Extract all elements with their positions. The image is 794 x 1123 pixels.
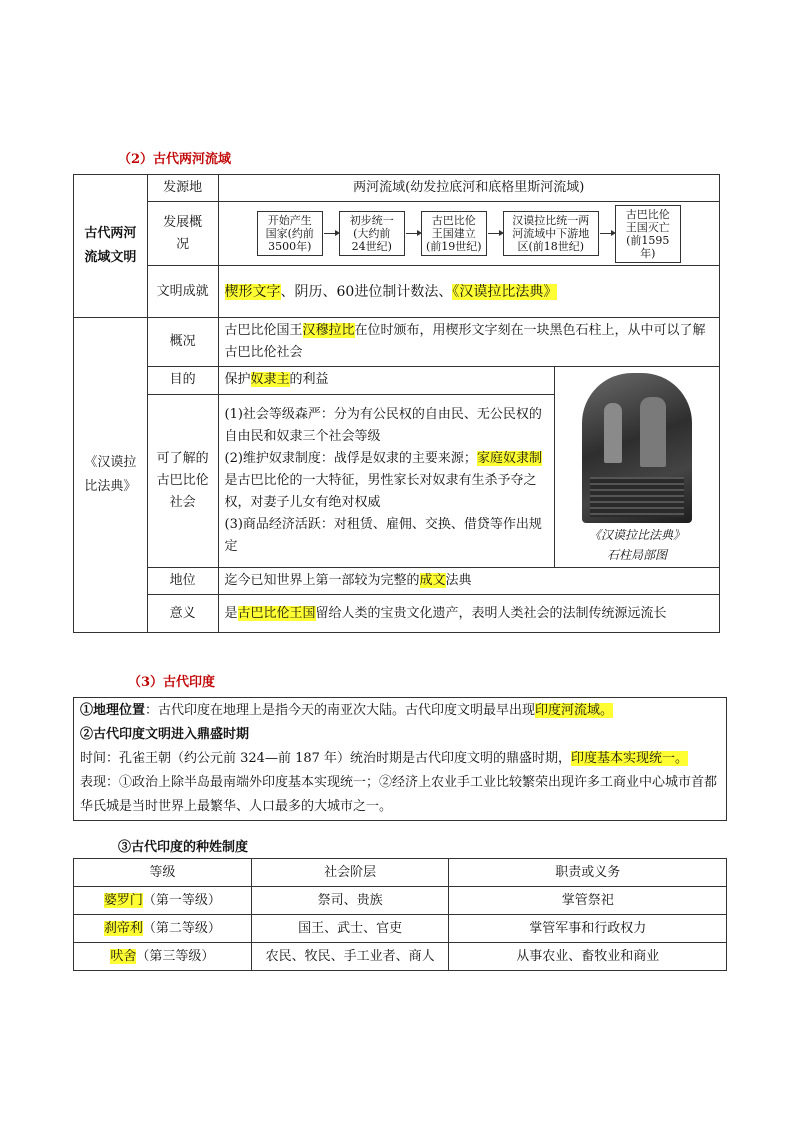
caste-duty: 掌管祭祀: [449, 887, 727, 915]
flow-arrow-icon: [406, 233, 420, 234]
caste-table: [73, 858, 727, 971]
caste-rank: 吠舍（第三等级）: [74, 943, 252, 971]
achv-label: 文明成就: [147, 266, 218, 318]
purpose-label: 目的: [147, 367, 218, 395]
geo-line: ①地理位置：古代印度在地理上是指今天的南亚次大陆。古代印度文明最早出现印度河流域。: [80, 703, 614, 718]
meaning-value: 是古巴比伦王国留给人类的宝贵文化遗产，表明人类社会的法制传统源远流长: [218, 595, 719, 633]
peak-heading: ②古代印度文明进入鼎盛时期: [80, 727, 250, 742]
purpose-value: 保护奴隶主的利益: [218, 367, 555, 395]
time-line: 时间：孔雀王朝（约公元前 324—前 187 年）统治时期是古代印度文明的鼎盛时期，印度基本实现统一。: [80, 751, 689, 766]
society-value: (1)社会等级森严：分为有公民权的自由民、无公民权的自由民和奴隶三个社会等级 (2)维护奴隶制度：战俘是奴隶的主要来源；家庭奴隶制是古巴比伦的一大特征，男性家长对奴隶有生杀予夺之权，对妻子儿女有绝对权威 (3)商品经济活跃：对租赁、雇佣、交换、借贷等作出规定: [218, 394, 555, 567]
status-value: 迄今已知世界上第一部较为完整的成文法典: [218, 568, 719, 595]
flow-step-5: 古巴比伦 王国灭亡 (前1595年): [615, 205, 681, 263]
overview-value: 古巴比伦国王汉穆拉比在位时颁布，用楔形文字刻在一块黑色石柱上，从中可以了解古巴比伦社会: [218, 318, 719, 367]
section2-title: （2）古代两河流域: [118, 152, 232, 167]
caste-class: 农民、牧民、手工业者、商人: [251, 943, 449, 971]
section3-title: （3）古代印度: [128, 675, 216, 690]
table-row: [74, 915, 727, 943]
table-row: [74, 887, 727, 915]
caste-rank: 婆罗门（第一等级）: [74, 887, 252, 915]
flow-step-1: 开始产生 国家(约前 3500年): [257, 211, 323, 256]
origin-value: 两河流域(幼发拉底河和底格里斯河流域): [218, 175, 719, 202]
caste-col-class: 社会阶层: [251, 859, 449, 887]
stele-caption-sub: 石柱局部图: [607, 548, 668, 562]
caste-col-duty: 职责或义务: [449, 859, 727, 887]
flow-arrow-icon: [324, 233, 338, 234]
caste-col-rank: 等级: [74, 859, 252, 887]
stele-image-cell: [555, 367, 720, 568]
flow-step-3: 古巴比伦 王国建立 (前19世纪): [421, 211, 487, 256]
origin-label: 发源地: [147, 175, 218, 202]
mesopotamia-table: [73, 174, 720, 633]
overview-label: 概况: [147, 318, 218, 367]
table-row: [74, 943, 727, 971]
dev-flowchart: [225, 205, 713, 263]
stele-caption-title: 《汉谟拉比法典》: [589, 528, 686, 542]
stele-image: [582, 373, 692, 523]
flow-step-2: 初步统一 (大约前 24世纪): [339, 211, 405, 256]
caste-duty: 从事农业、畜牧业和商业: [449, 943, 727, 971]
status-label: 地位: [147, 568, 218, 595]
dev-flow-cell: [218, 202, 719, 266]
code-label: 《汉谟拉比法典》: [74, 318, 148, 633]
flow-arrow-icon: [488, 233, 502, 234]
dev-label: 发展概况: [147, 202, 218, 266]
caste-class: 国王、武士、官吏: [251, 915, 449, 943]
caste-class: 祭司、贵族: [251, 887, 449, 915]
caste-duty: 掌管军事和行政权力: [449, 915, 727, 943]
achv-value: 楔形文字、阴历、60进位制计数法、《汉谟拉比法典》: [218, 266, 719, 318]
society-label: 可了解的古巴比伦社会: [147, 394, 218, 567]
india-info-box: [73, 697, 727, 821]
meaning-label: 意义: [147, 595, 218, 633]
performance-line: 表现：①政治上除半岛最南端外印度基本实现统一；②经济上农业手工业比较繁荣出现许多工商业中心城市首都华氏城是当时世界上最繁华、人口最多的大城市之一。: [80, 775, 718, 814]
flow-arrow-icon: [600, 233, 614, 234]
caste-rank: 刹帝利（第二等级）: [74, 915, 252, 943]
civ-label: 古代两河流域文明: [74, 175, 148, 318]
caste-heading: ③古代印度的种姓制度: [118, 840, 249, 855]
flow-step-4: 汉谟拉比统一两 河流域中下游地 区(前18世纪): [503, 211, 599, 256]
